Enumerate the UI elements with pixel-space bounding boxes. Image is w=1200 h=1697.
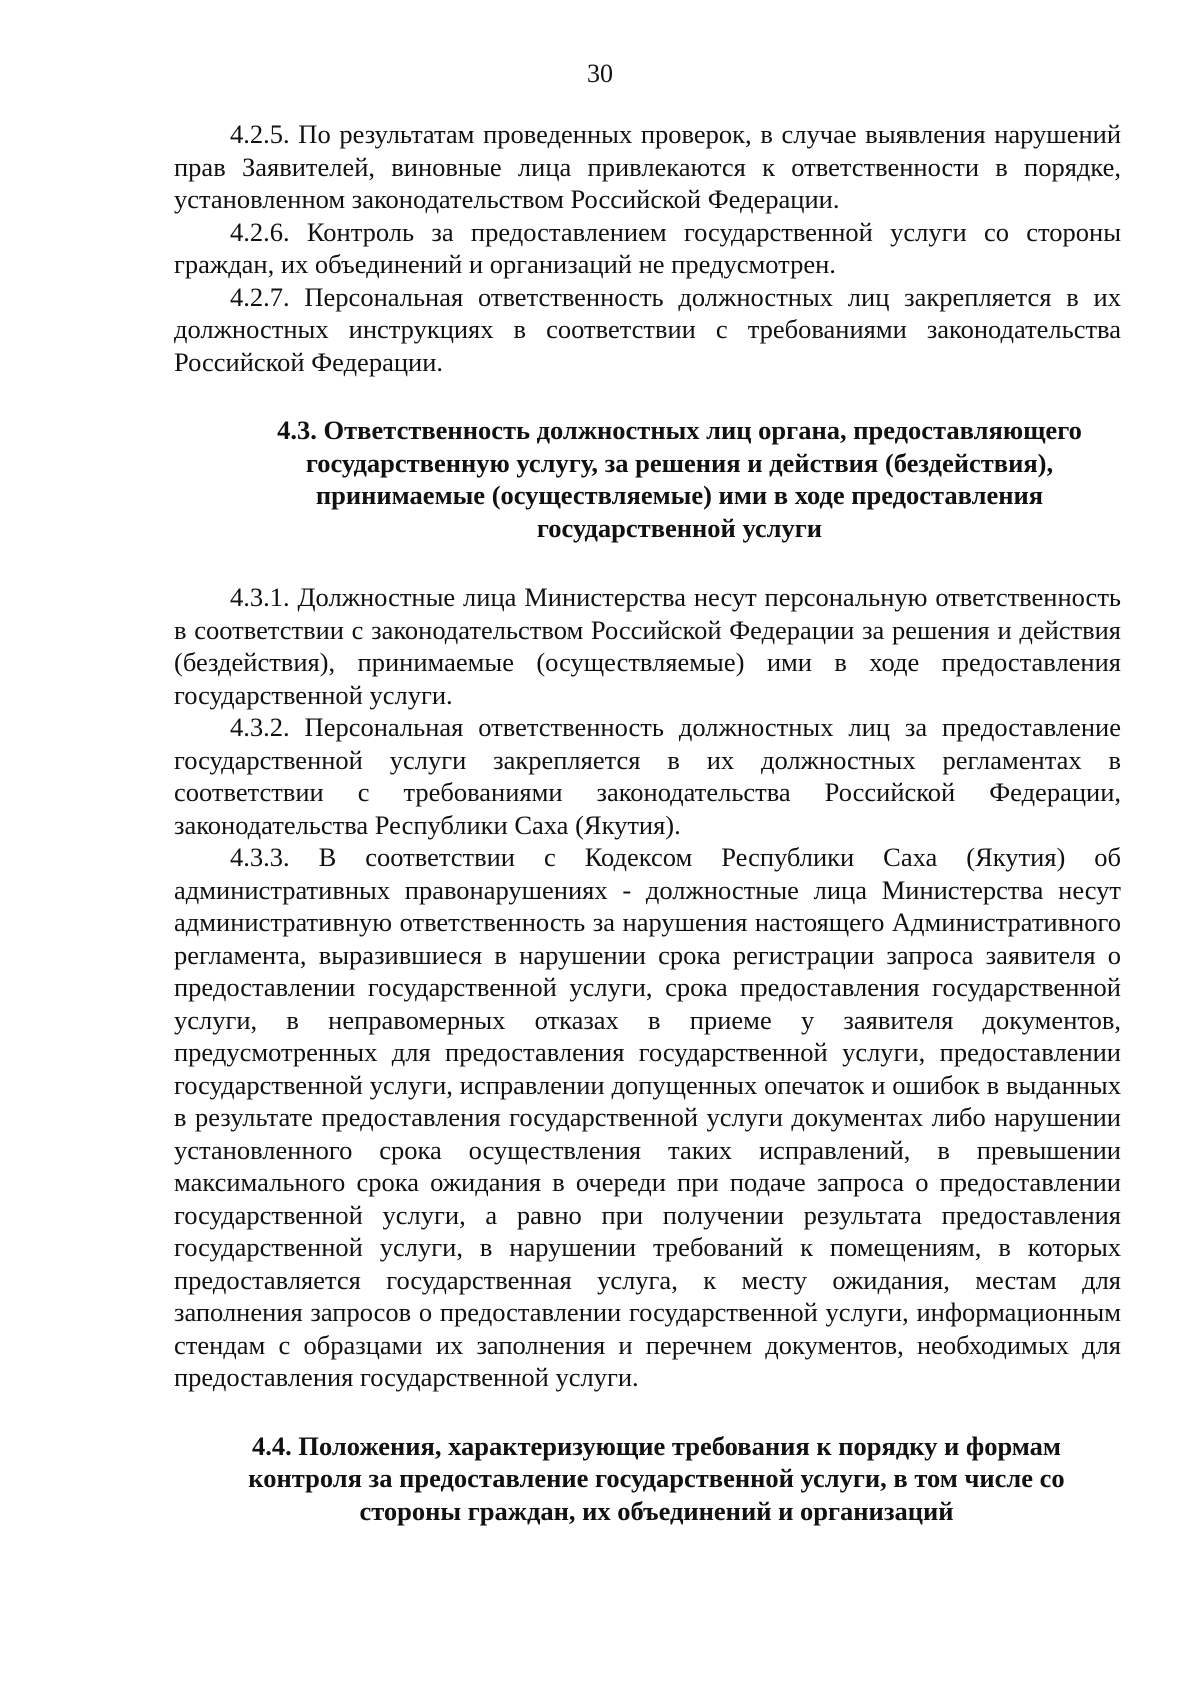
document-body bbox=[174, 118, 1121, 1527]
section-heading-4-4 bbox=[174, 1430, 1121, 1528]
paragraph-4-2-5: 4.2.5. По результатам проведенных проверок, в случае выявления нарушений прав Заявителей, виновные лица привлекаются к ответственности в порядке, установленном законодательством Российской Федерации. bbox=[174, 119, 1121, 214]
paragraph-4-3-2: 4.3.2. Персональная ответственность должностных лиц за предоставление государственной услуги закрепляется в их должностных регламентах в соответствии с требованиями законодательства Российской Федерации, законодательства Республики Саха (Якутия). bbox=[174, 712, 1121, 840]
heading-line: стороны граждан, их объединений и организаций bbox=[359, 1495, 954, 1526]
heading-line: 4.3. Ответственность должностных лиц органа, предоставляющего bbox=[277, 415, 1082, 445]
section-heading-4-3 bbox=[174, 414, 1121, 544]
paragraph-4-2-6: 4.2.6. Контроль за предоставлением государственной услуги со стороны граждан, их объединений и организаций не предусмотрен. bbox=[174, 216, 1121, 279]
heading-line: государственную услугу, за решения и действия (бездействия), bbox=[305, 447, 1054, 478]
heading-line: государственной услуги bbox=[536, 512, 823, 543]
heading-line: принимаемые (осуществляемые) ими в ходе предоставления bbox=[315, 480, 1044, 510]
heading-line: контроля за предоставление государственной услуги, в том числе со bbox=[248, 1463, 1065, 1493]
heading-line: 4.4. Положения, характеризующие требования к порядку и формам bbox=[252, 1430, 1061, 1461]
paragraph-4-3-3: 4.3.3. В соответствии с Кодексом Республики Саха (Якутия) об административных правонарушениях - должностные лица Министерства несут административную ответственность за нарушения настоящего Административного регламента, выразившиеся в нарушении срока регистрации запроса заявителя о предоставлении государственной услуги, срока предоставления государственной услуги, в неправомерных отказах в приеме у заявителя документов, предусмотренных для предоставления государственной услуги, предоставлении государственной услуги, исправлении допущенных опечаток и ошибок в выданных в результате предоставления государственной услуги документах либо нарушении установленного срока осуществления таких исправлений, в превышении максимального срока ожидания в очереди при подаче запроса о предоставлении государственной услуги, а равно при получении результата предоставления государственной услуги, в нарушении требований к помещениям, в которых предоставляется государственная услуга, к месту ожидания, местам для заполнения запросов о предоставлении государственной услуги, информационным стендам с образцами их заполнения и перечнем документов, необходимых для предоставления государственной услуги. bbox=[174, 842, 1121, 1392]
paragraph-4-2-7: 4.2.7. Персональная ответственность должностных лиц закрепляется в их должностных инструкциях в соответствии с требованиями законодательства Российской Федерации. bbox=[174, 281, 1121, 377]
paragraph-4-3-1: 4.3.1. Должностные лица Министерства несут персональную ответственность в соответствии с законодательством Российской Федерации за решения и действия (бездействия), принимаемые (осуществляемые) ими в ходе предоставления государственной услуги. bbox=[174, 582, 1121, 710]
page-number: 30 bbox=[587, 59, 613, 88]
